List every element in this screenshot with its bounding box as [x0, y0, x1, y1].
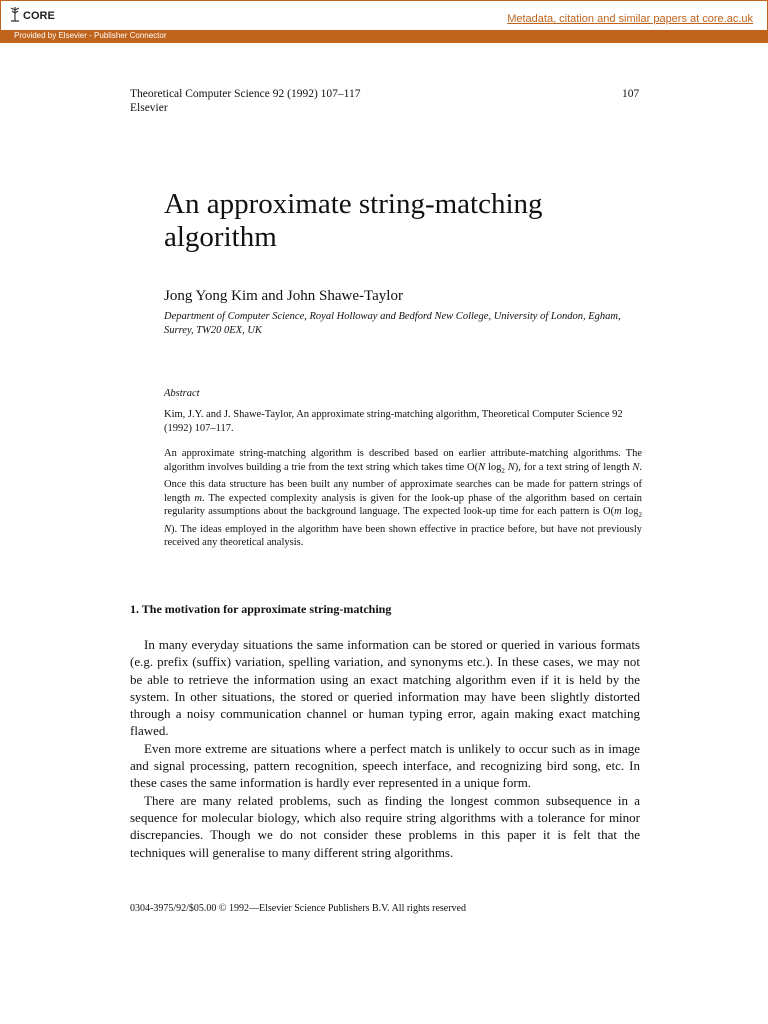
paper-citation: Kim, J.Y. and J. Shawe-Taylor, An approximate string-matching algorithm, Theoretical Computer Science 92 (1992) 107–117. [164, 409, 623, 434]
core-logo[interactable] [9, 6, 55, 22]
provider-text: Provided by Elsevier - Publisher Connector [14, 31, 167, 40]
body-paragraph: There are many related problems, such as finding the longest common subsequence in a sequence for molecular biology, which also require string algorithms with a tolerance for minor discrepancies. Though we do not consider these problems in this paper it is felt that the techniques will generalise to many different string algorithms. [130, 792, 640, 860]
abstract-heading: Abstract [164, 388, 200, 399]
section-heading: 1. The motivation for approximate string-matching [130, 602, 392, 616]
provider-bar [0, 30, 768, 43]
core-metadata-link[interactable]: Metadata, citation and similar papers at core.ac.uk [507, 13, 753, 25]
section-body [130, 636, 640, 861]
paper-authors: Jong Yong Kim and John Shawe-Taylor [164, 288, 403, 304]
core-tree-icon [9, 6, 21, 22]
body-paragraph: Even more extreme are situations where a perfect match is unlikely to occur such as in image and signal processing, pattern recognition, speech interface, and recognizing bird song, etc. In these cases the same information is hardly ever represented in a unique form. [130, 740, 640, 791]
paper-title: An approximate string-matching algorithm [164, 188, 543, 253]
author-affiliation: Department of Computer Science, Royal Holloway and Bedford New College, University of London, Egham, Surrey, TW20 0EX, UK [164, 311, 621, 336]
abstract-text: An approximate string-matching algorithm is described based on earlier attribute-matching algorithms. The algorithm involves building a trie from the text string which takes time O(N $\log_2 N$), for a text string of length N. Once this data structure has been built any number of approximate searches can be made for pattern strings of length m. The expected complexity analysis is given for the look-up phase of the algorithm based on certain regularity assumptions about the background language. The expected look-up time for each pattern is O(m $\log_2 N$). The ideas employed in the algorithm have been shown effective in practice before, but have not previously received any theoretical analysis. [164, 448, 642, 549]
page-number: 107 [622, 88, 640, 100]
core-logo-text: CORE [23, 10, 55, 22]
publisher: Elsevier [130, 102, 168, 114]
copyright-footer: 0304-3975/92/$05.00 © 1992—Elsevier Science Publishers B.V. All rights reserved [130, 903, 466, 914]
core-banner [0, 0, 768, 30]
journal-citation: Theoretical Computer Science 92 (1992) 107–117 [130, 88, 361, 100]
body-paragraph: In many everyday situations the same information can be stored or queried in various formats (e.g. prefix (suffix) variation, spelling variation, and synonyms etc.). In these cases, we may not be able to retrieve the information using an exact matching algorithm even if it is held by the system. In other situations, the stored or queried information may have been slightly distorted through a noisy communication channel or human typing error, again making exact matching flawed. [130, 637, 640, 739]
